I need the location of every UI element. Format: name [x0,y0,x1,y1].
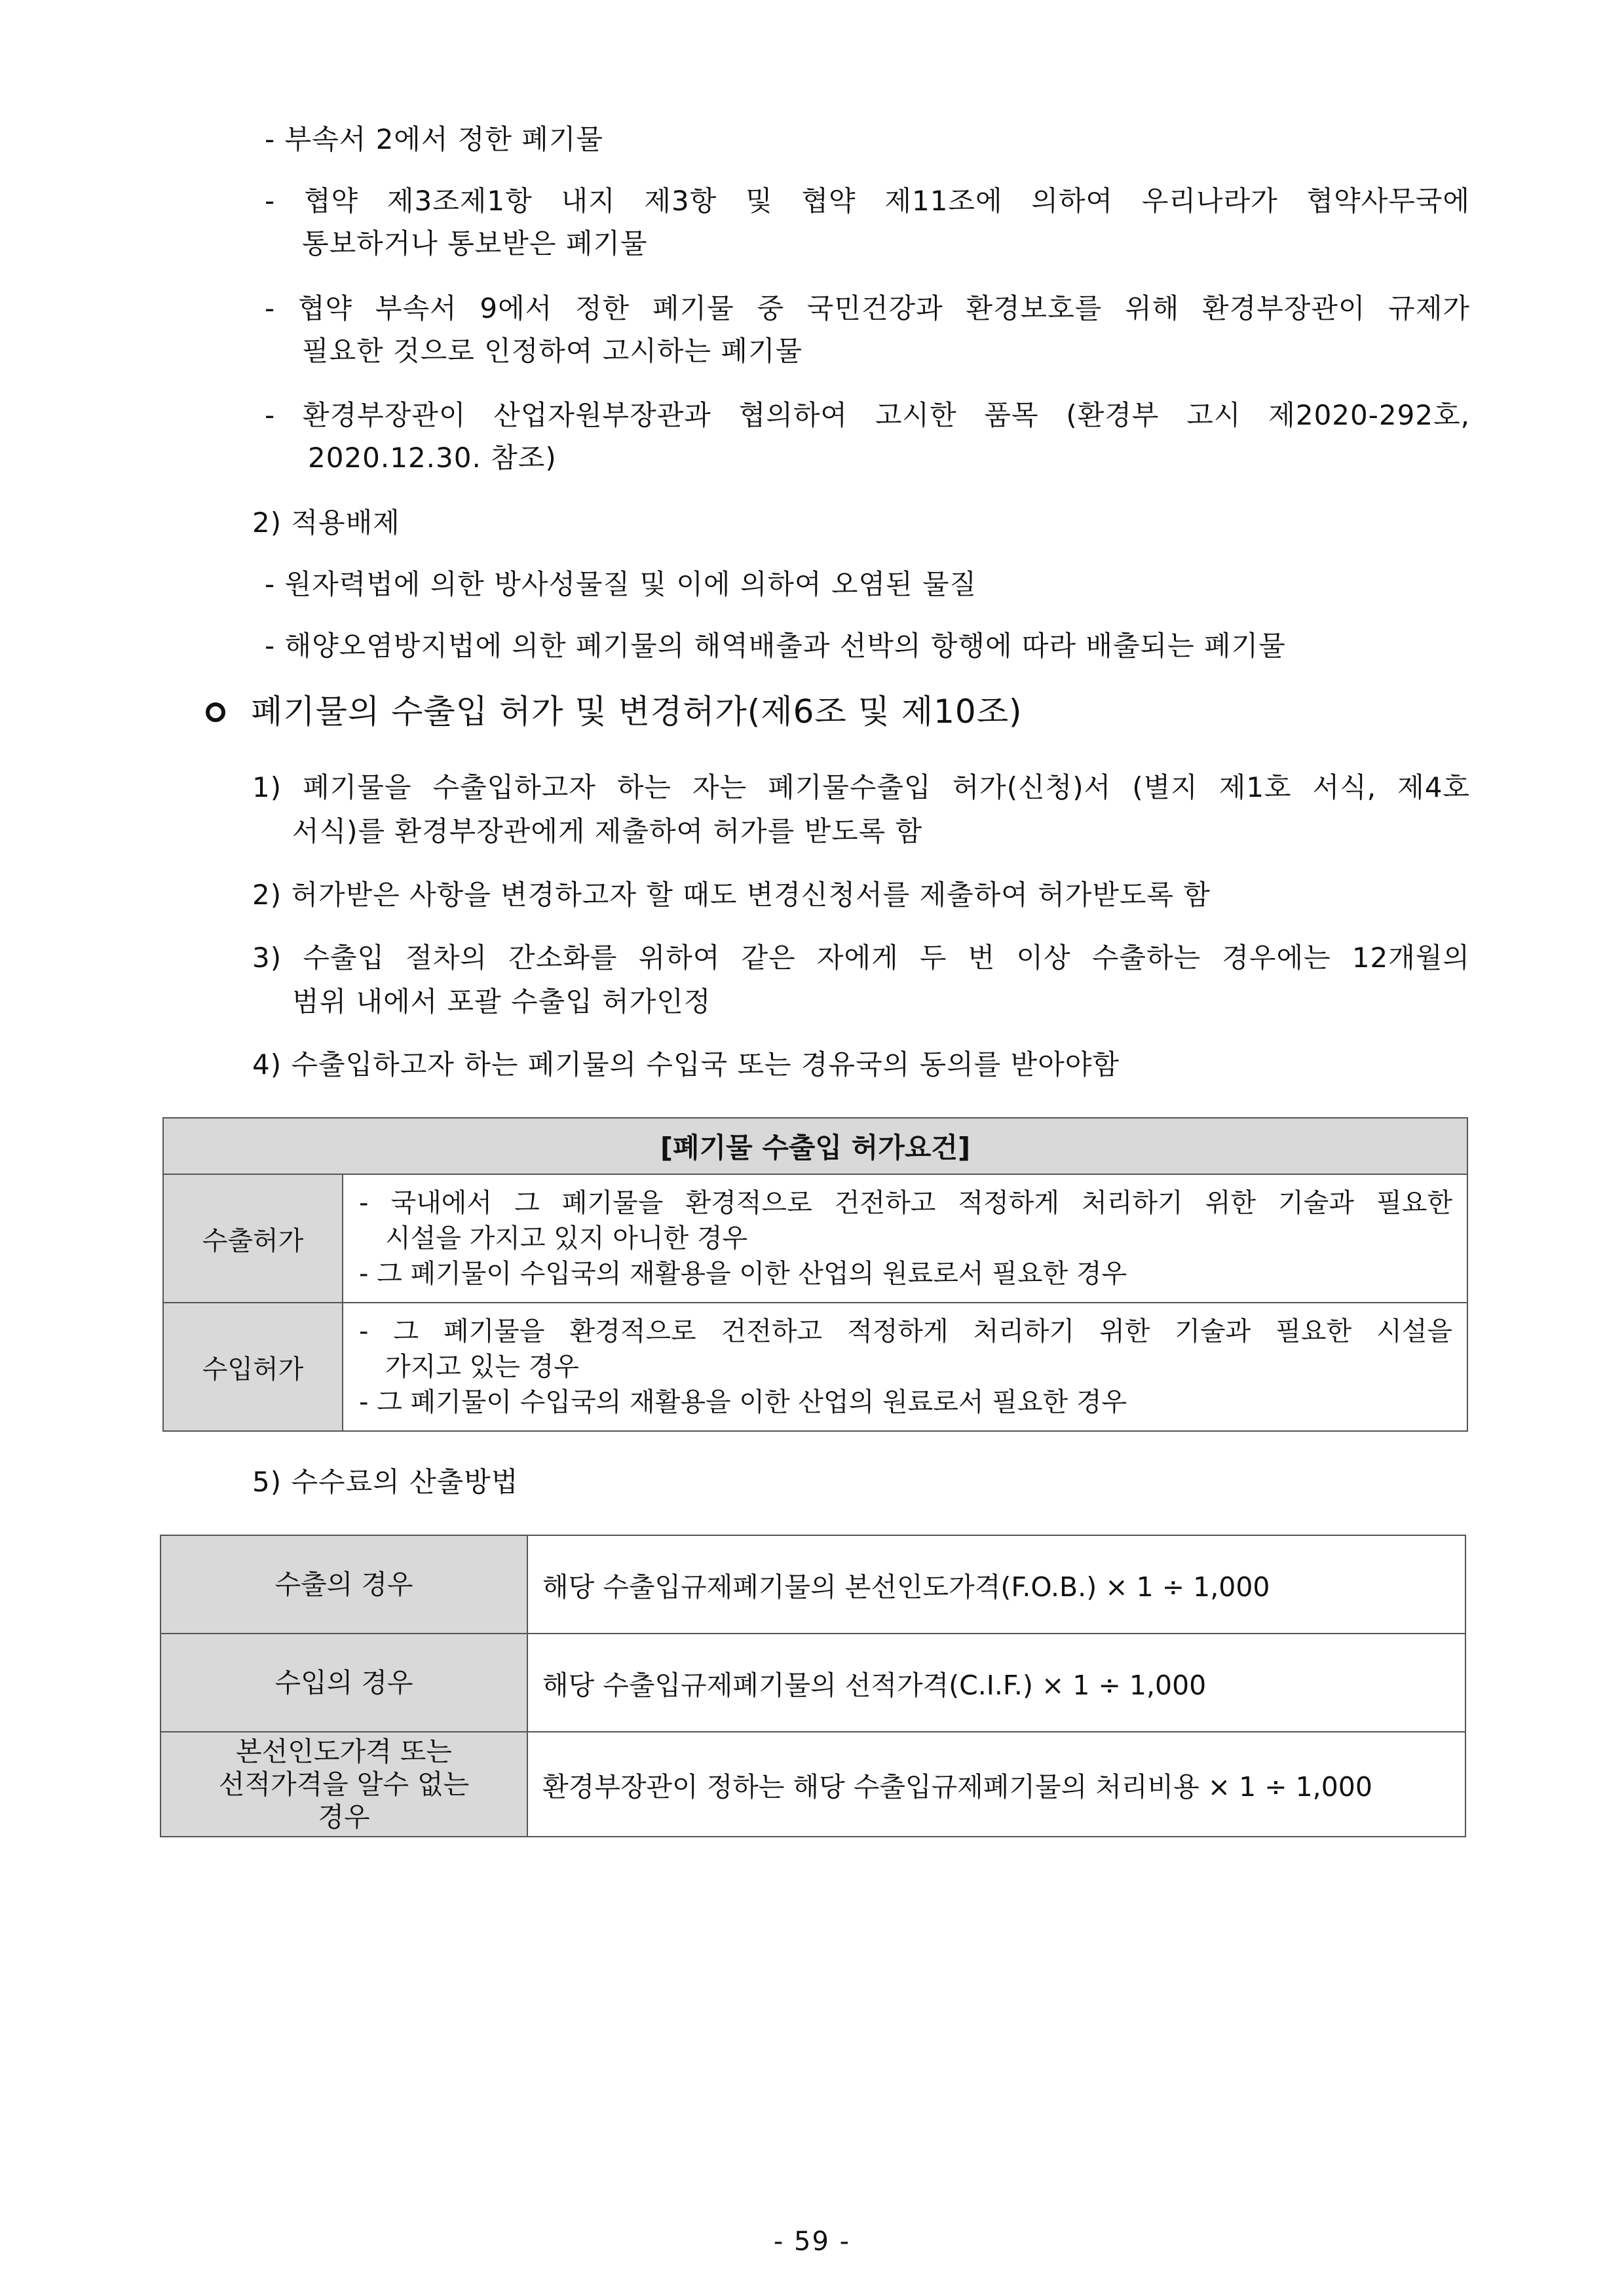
fee-calculation-table [160,1535,1466,1837]
paragraph-5: 5) 수수료의 산출방법 [252,1466,519,1498]
export-condition-line2: 시설을 가지고 있지 아니한 경우 [385,1223,748,1253]
fee-unknown-label-line1: 본선인도가격 또는 [236,1736,452,1767]
fee-export-value: 해당 수출입규제폐기물의 본선인도가격(F.O.B.) × 1 ÷ 1,000 [527,1535,1465,1634]
paragraph-1-line1: 1) 폐기물을 수출입하고자 하는 자는 폐기물수출입 허가(신청)서 (별지 제1호 서식, 제4호 [252,771,1470,803]
paragraph-1-line2: 서식)를 환경부장관에게 제출하여 허가를 받도록 함 [292,815,923,847]
import-condition-line3: - 그 폐기물이 수입국의 재활용을 이한 산업의 원료로서 필요한 경우 [359,1387,1127,1417]
fee-export-label: 수출의 경우 [161,1535,527,1634]
list-item-notice-line1: - 환경부장관이 산업자원부장관과 협의하여 고시한 품목 (환경부 고시 제2020-292호, [265,399,1470,431]
paragraph-3-line2: 범위 내에서 포괄 수출입 허가인정 [292,985,711,1018]
table-row [161,1535,1465,1634]
import-permit-conditions [343,1303,1467,1431]
fee-import-label: 수입의 경우 [161,1634,527,1732]
paragraph-2: 2) 허가받은 사항을 변경하고자 할 때도 변경신청서를 제출하여 허가받도록 함 [252,879,1211,911]
export-permit-label: 수출허가 [163,1174,343,1303]
exclusion-item-marine: - 해양오염방지법에 의한 폐기물의 해역배출과 선박의 항행에 따라 배출되는 폐기물 [265,630,1286,662]
permit-requirements-table [162,1117,1468,1432]
page-number: - 59 - [773,2227,851,2257]
paragraph-3-line1: 3) 수출입 절차의 간소화를 위하여 같은 자에게 두 번 이상 수출하는 경우에는 12개월의 [252,942,1470,974]
export-condition-line3: - 그 폐기물이 수입국의 재활용을 이한 산업의 원료로서 필요한 경우 [359,1259,1127,1289]
fee-unknown-label-line2: 선적가격을 알수 없는 [218,1769,470,1800]
exclusion-title: 2) 적용배제 [252,507,400,539]
table-row [163,1303,1467,1431]
list-item-convention-line2: 통보하거나 통보받은 폐기물 [302,227,648,259]
list-item-convention-line1: - 협약 제3조제1항 내지 제3항 및 협약 제11조에 의하여 우리나라가 협약사무국에 [265,185,1470,217]
fee-unknown-value: 환경부장관이 정하는 해당 수출입규제폐기물의 처리비용 × 1 ÷ 1,000 [527,1732,1465,1837]
table-row [163,1174,1467,1303]
list-item-annex2: - 부속서 2에서 정한 폐기물 [265,123,603,155]
exclusion-item-nuclear: - 원자력법에 의한 방사성물질 및 이에 의하여 오염된 물질 [265,568,977,600]
fee-unknown-label-line3: 경우 [318,1801,370,1833]
import-condition-line2: 가지고 있는 경우 [385,1352,579,1382]
fee-unknown-label [161,1732,527,1837]
circle-bullet-icon [206,702,225,722]
list-item-annex9-line1: - 협약 부속서 9에서 정한 폐기물 중 국민건강과 환경보호를 위해 환경부장관이 규제가 [265,292,1470,324]
paragraph-4: 4) 수출입하고자 하는 폐기물의 수입국 또는 경유국의 동의를 받아야함 [252,1048,1120,1081]
requirements-table-title: [폐기물 수출입 허가요건] [163,1118,1467,1174]
list-item-annex9-line2: 필요한 것으로 인정하여 고시하는 폐기물 [302,335,803,367]
section-heading: 폐기물의 수출입 허가 및 변경허가(제6조 및 제10조) [251,693,1023,731]
import-permit-label: 수입허가 [163,1303,343,1431]
list-item-notice-line2: 2020.12.30. 참조) [308,442,557,474]
export-permit-conditions [343,1174,1467,1303]
table-row [161,1634,1465,1732]
table-row [161,1732,1465,1837]
fee-import-value: 해당 수출입규제폐기물의 선적가격(C.I.F.) × 1 ÷ 1,000 [527,1634,1465,1732]
import-condition-line1: - 그 폐기물을 환경적으로 건전하고 적정하게 처리하기 위한 기술과 필요한 시설을 [359,1316,1452,1347]
export-condition-line1: - 국내에서 그 폐기물을 환경적으로 건전하고 적정하게 처리하기 위한 기술과 필요한 [359,1188,1452,1218]
